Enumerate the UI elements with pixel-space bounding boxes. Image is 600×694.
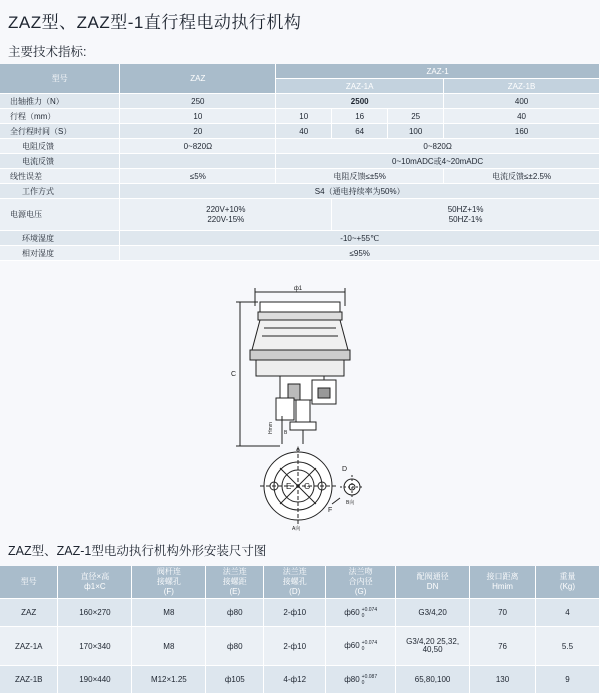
row-humidity <box>0 246 600 261</box>
dims-heading: ZAZ型、ZAZ-1型电动执行机构外形安装尺寸图 <box>8 544 267 558</box>
row-linear <box>0 169 600 184</box>
cell: 76 <box>470 627 536 666</box>
cell: 160×270 <box>58 599 132 627</box>
label-a: A <box>296 447 301 453</box>
cell: M12×1.25 <box>132 666 206 694</box>
header-zaz1a: ZAZ-1A <box>276 79 444 94</box>
cell: ф105 <box>206 666 264 694</box>
header-zaz1b: ZAZ-1B <box>444 79 600 94</box>
cell: ≤5% <box>120 169 276 184</box>
label-time: 全行程时间（S） <box>0 124 120 139</box>
label-temp: 环境湿度 <box>0 231 120 246</box>
spec-header-row <box>0 64 600 79</box>
cell: 2-ф10 <box>264 627 326 666</box>
cell: 10 <box>120 109 276 124</box>
cell: S4（通电持续率为50%） <box>120 184 600 199</box>
cell: 2-ф10 <box>264 599 326 627</box>
label-a-view: A向 <box>292 526 301 532</box>
cell: 4-ф12 <box>264 666 326 694</box>
frequency-upper: 50HZ+1% <box>447 204 484 214</box>
page-title: ZAZ型、ZAZ型-1直行程电动执行机构 <box>8 13 302 32</box>
cell: ф60 +0.074 0 <box>326 627 396 666</box>
cell: 0~820Ω <box>120 139 276 154</box>
cell: 2500 <box>276 94 444 109</box>
dims-table <box>0 566 600 694</box>
cell-model: ZAZ <box>0 599 58 627</box>
row-mode <box>0 184 600 199</box>
row-temp <box>0 231 600 246</box>
cell: 70 <box>470 599 536 627</box>
header-zaz: ZAZ <box>120 64 276 94</box>
cell: 0~820Ω <box>276 139 600 154</box>
label-humidity: 相对湿度 <box>0 246 120 261</box>
cell: 190×440 <box>58 666 132 694</box>
label-mode: 工作方式 <box>0 184 120 199</box>
frequency-lower: 50HZ-1% <box>448 214 483 224</box>
cell: 9 <box>535 666 599 694</box>
cell: ф80 <box>206 627 264 666</box>
label-b-view: B向 <box>346 500 355 506</box>
dims-header: 法兰连 接螺距 (E) <box>206 566 264 599</box>
row-time <box>0 124 600 139</box>
cell: 4 <box>535 599 599 627</box>
cell-model: ZAZ-1B <box>0 666 58 694</box>
cell: ф60 +0.074 0 <box>326 599 396 627</box>
actuator-drawing <box>200 284 390 532</box>
row-stroke <box>0 109 600 124</box>
dims-header: 接口距离 Hmim <box>470 566 536 599</box>
row-thrust <box>0 94 600 109</box>
cell <box>120 154 276 169</box>
label-hmm: Hmm <box>268 422 274 434</box>
spec-heading: 主要技术指标: <box>8 45 87 59</box>
dims-header: 法兰吻 合内径 (G) <box>326 566 396 599</box>
row-current <box>0 154 600 169</box>
dims-header: 配阀通径 DN <box>396 566 470 599</box>
cell: G3/4,20 25,32, 40,50 <box>396 627 470 666</box>
table-row <box>0 666 600 694</box>
cell: 64 <box>332 124 388 139</box>
label-resistance: 电阻反馈 <box>0 139 120 154</box>
table-row <box>0 627 600 666</box>
label-stroke: 行程（mm） <box>0 109 120 124</box>
dims-header-row <box>0 566 600 599</box>
label-phi1: ф1 <box>293 286 303 292</box>
cell-frequency <box>332 199 600 231</box>
header-zaz1: ZAZ-1 <box>276 64 600 79</box>
cell: 100 <box>388 124 444 139</box>
voltage-lower: 220V-15% <box>207 214 245 224</box>
cell: 电阻反馈≤±5% <box>276 169 444 184</box>
cell: 25 <box>388 109 444 124</box>
cell: ≤95% <box>120 246 600 261</box>
cell: 170×340 <box>58 627 132 666</box>
dims-header: 阀杆连 接螺孔 (F) <box>132 566 206 599</box>
label-b: B <box>284 430 288 436</box>
dims-header: 法兰连 接螺孔 (D) <box>264 566 326 599</box>
cell: 160 <box>444 124 600 139</box>
label-g: G <box>304 482 311 491</box>
cell: 0~10mADC或4~20mADC <box>276 154 600 169</box>
cell: 10 <box>276 109 332 124</box>
label-linear: 线性误差 <box>0 169 120 184</box>
dims-header: 重量 (Kg) <box>535 566 599 599</box>
cell: ф80 +0.087 0 <box>326 666 396 694</box>
dims-header: 型号 <box>0 566 58 599</box>
spec-table <box>0 64 600 261</box>
cell: 5.5 <box>535 627 599 666</box>
cell: M8 <box>132 627 206 666</box>
cell: 电流反馈≤±2.5% <box>444 169 600 184</box>
label-c: C <box>231 371 237 378</box>
label-power: 电源电压 <box>0 199 120 231</box>
row-power <box>0 199 600 231</box>
label-d: D <box>342 466 348 473</box>
cell-voltage <box>120 199 332 231</box>
cell: 130 <box>470 666 536 694</box>
cell: 40 <box>444 109 600 124</box>
cell: 65,80,100 <box>396 666 470 694</box>
cell: G3/4,20 <box>396 599 470 627</box>
cell-model: ZAZ-1A <box>0 627 58 666</box>
cell: 40 <box>276 124 332 139</box>
cell: 400 <box>444 94 600 109</box>
cell: 16 <box>332 109 388 124</box>
header-model: 型号 <box>0 64 120 94</box>
label-f: F <box>328 507 333 514</box>
dims-header: 直径×高 ф1×C <box>58 566 132 599</box>
voltage-upper: 220V+10% <box>206 204 246 214</box>
actuator-diagram <box>200 284 390 532</box>
cell: -10~+55℃ <box>120 231 600 246</box>
cell: M8 <box>132 599 206 627</box>
row-resistance <box>0 139 600 154</box>
cell: 250 <box>120 94 276 109</box>
table-row <box>0 599 600 627</box>
label-thrust: 出轴推力（N） <box>0 94 120 109</box>
label-current: 电流反馈 <box>0 154 120 169</box>
cell: ф80 <box>206 599 264 627</box>
label-e: E <box>286 482 292 491</box>
cell: 20 <box>120 124 276 139</box>
